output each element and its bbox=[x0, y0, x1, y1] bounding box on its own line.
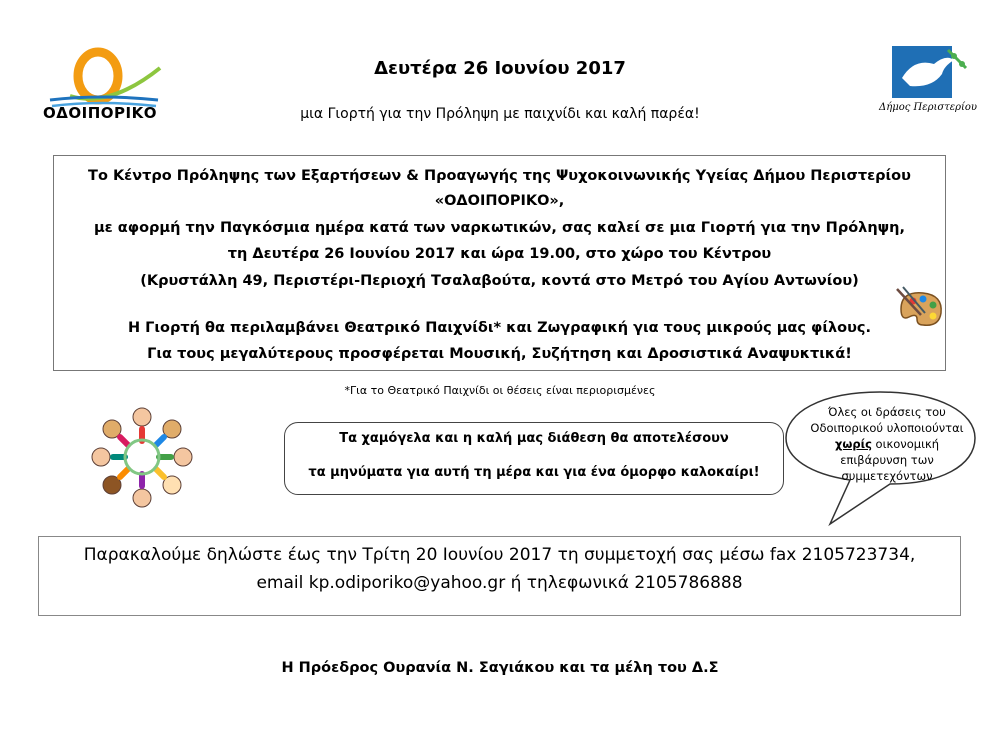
smiles-message-box bbox=[284, 422, 784, 495]
bubble-line-2: Οδοιπορικού υλοποιούνται bbox=[810, 421, 964, 435]
main-announcement-box bbox=[53, 155, 946, 371]
event-date: Δευτέρα 26 Ιουνίου 2017 bbox=[374, 58, 626, 79]
registration-box bbox=[38, 536, 961, 616]
main-line-6: Η Γιορτή θα περιλαμβάνει Θεατρικό Παιχνίδι* και Ζωγραφική για τους μικρούς μας φίλους. bbox=[127, 320, 872, 336]
event-subtitle: μια Γιορτή για την Πρόληψη με παιχνίδι και καλή παρέα! bbox=[300, 106, 700, 122]
bubble-line-5: συμμετεχόντων bbox=[841, 469, 933, 483]
bubble-line-3-rest: οικονομική bbox=[871, 437, 940, 451]
municipality-text: Δήμος Περιστερίου bbox=[878, 102, 978, 113]
main-line-5: (Κρυστάλλη 49, Περιστέρι-Περιοχή Τσαλαβούτα, κοντά στο Μετρό του Αγίου Αντωνίου) bbox=[140, 273, 859, 289]
paint-palette-icon bbox=[893, 285, 948, 333]
main-line-3: με αφορμή την Παγκόσμια ημέρα κατά των ναρκωτικών, σας καλεί σε μια Γιορτή για την Πρόληψη, bbox=[93, 220, 906, 236]
main-line-7: Για τους μεγαλύτερους προσφέρεται Μουσική, Συζήτηση και Δροσιστικά Αναψυκτικά! bbox=[147, 346, 852, 362]
registration-line-2: email kp.odiporiko@yahoo.gr ή τηλεφωνικά 2105786888 bbox=[256, 573, 743, 593]
bubble-line-4: επιβάρυνση των bbox=[840, 453, 934, 467]
bubble-line-1: Όλες οι δράσεις του bbox=[828, 405, 946, 419]
logo-text: ΟΔΟΙΠΟΡΙΚΟ bbox=[43, 104, 157, 122]
middle-line-2: τα μηνύματα για αυτή τη μέρα και για ένα όμορφο καλοκαίρι! bbox=[308, 465, 760, 480]
free-participation-text bbox=[802, 404, 972, 484]
middle-line-1: Τα χαμόγελα και η καλή μας διάθεση θα αποτελέσουν bbox=[339, 431, 729, 446]
main-line-4: τη Δευτέρα 26 Ιουνίου 2017 και ώρα 19.00, στο χώρο του Κέντρου bbox=[227, 246, 772, 262]
bubble-line-3 bbox=[802, 436, 972, 452]
children-circle-illustration bbox=[90, 405, 195, 510]
signature: Η Πρόεδρος Ουρανία Ν. Σαγιάκου και τα μέλη του Δ.Σ bbox=[281, 660, 719, 676]
main-line-2: «ΟΔΟΙΠΟΡΙΚΟ», bbox=[434, 193, 565, 209]
limited-seats-note: *Για το Θεατρικό Παιχνίδι οι θέσεις είναι περιορισμένες bbox=[344, 384, 656, 397]
bubble-emphasis: χωρίς bbox=[834, 437, 872, 451]
main-line-1: Το Κέντρο Πρόληψης των Εξαρτήσεων & Προαγωγής της Ψυχοκοινωνικής Υγείας Δήμου Περιστερίου bbox=[88, 168, 911, 184]
registration-line-1: Παρακαλούμε δηλώστε έως την Τρίτη 20 Ιουνίου 2017 τη συμμετοχή σας μέσω fax 2105723734, bbox=[83, 545, 916, 565]
